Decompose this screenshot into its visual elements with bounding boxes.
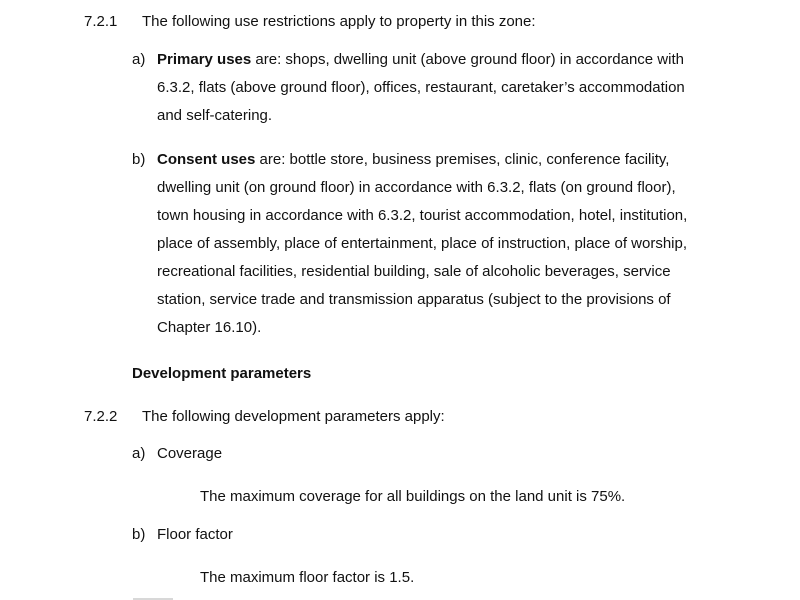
coverage-label: Coverage (157, 445, 223, 462)
primary-uses-marker: a) (132, 51, 146, 68)
development-parameters-heading: Development parameters (132, 365, 312, 382)
consent-uses-line-2: dwelling unit (on ground floor) in accordance with 6.3.2, flats (on ground floor), (157, 179, 676, 196)
floor-factor-marker: b) (132, 526, 146, 543)
floor-factor-label: Floor factor (157, 526, 233, 543)
consent-uses-line-5: recreational facilities, residential building, sale of alcoholic beverages, service (157, 263, 671, 280)
primary-uses-line-3: and self-catering. (157, 107, 273, 124)
floor-factor-statement: The maximum floor factor is 1.5. (200, 569, 415, 586)
consent-uses-line-6: station, service trade and transmission apparatus (subject to the provisions of (157, 291, 671, 308)
consent-uses-marker: b) (132, 151, 146, 168)
coverage-statement: The maximum coverage for all buildings on the land unit is 75%. (200, 488, 626, 505)
section-text-7-2-2: The following development parameters apply: (142, 408, 445, 425)
primary-uses-text-1: are: shops, dwelling unit (above ground floor) in accordance with (251, 51, 684, 68)
section-number-7-2-1: 7.2.1 (84, 13, 118, 30)
primary-uses-term: Primary uses (157, 51, 252, 68)
consent-uses-term: Consent uses (157, 151, 256, 168)
consent-uses-line-4: place of assembly, place of entertainment, place of instruction, place of worship, (157, 235, 688, 252)
primary-uses-line-2: 6.3.2, flats (above ground floor), offices, restaurant, caretaker’s accommodation (157, 79, 685, 96)
primary-uses-line-1 (157, 51, 684, 68)
consent-uses-line-1 (157, 151, 669, 168)
section-number-7-2-2: 7.2.2 (84, 408, 118, 425)
consent-uses-line-3: town housing in accordance with 6.3.2, tourist accommodation, hotel, institution, (157, 207, 688, 224)
consent-uses-line-7: Chapter 16.10). (157, 319, 262, 336)
coverage-marker: a) (132, 445, 146, 462)
consent-uses-text-1: are: bottle store, business premises, clinic, conference facility, (255, 151, 670, 168)
section-text-7-2-1: The following use restrictions apply to property in this zone: (142, 13, 536, 30)
